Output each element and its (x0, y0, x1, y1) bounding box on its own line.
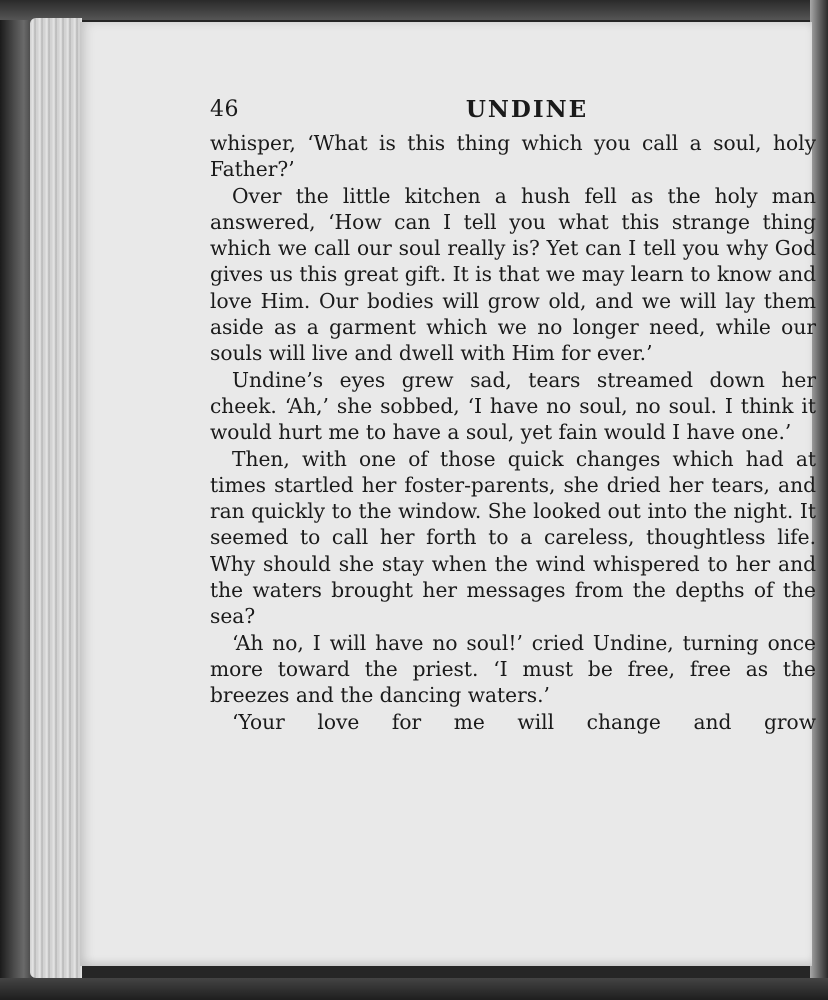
paragraph: Undine’s eyes grew sad, tears streamed down her cheek. ‘Ah,’ she sobbed, ‘I have no soul, no soul. I think it would hurt me to have a soul, yet fain would I have one.’ (210, 367, 816, 445)
book-binding (0, 0, 34, 1000)
bottom-cover-edge (0, 978, 828, 1000)
page-number: 46 (210, 97, 239, 122)
top-cover-edge (0, 0, 828, 20)
paragraph: Then, with one of those quick changes which had at times startled her foster-parents, she dried her tears, and ran quickly to the window. She looked out into the night. It seemed to call her forth to a careless, thoughtless life. Why should she stay when the wind whispered to her and the waters brought her messages from the depths of the sea? (210, 446, 816, 629)
book-page (80, 22, 816, 966)
running-title: UNDINE (465, 96, 589, 123)
paragraph: whisper, ‘What is this thing which you call a soul, holy Father?’ (210, 131, 816, 182)
paragraph: ‘Ah no, I will have no soul!’ cried Undine, turning once more toward the priest. ‘I must be free, free as the breezes and the dancing waters.’ (210, 630, 816, 708)
paragraph: ‘Your love for me will change and grow (232, 709, 816, 734)
paragraph: Over the little kitchen a hush fell as the holy man answered, ‘How can I tell you what this strange thing which we call our soul really is? Yet can I tell you why God gives us this great gift. It is that we may learn to know and love Him. Our bodies will grow old, and we will lay them aside as a garment which we no longer need, while our souls will live and dwell with Him for ever.’ (210, 183, 816, 366)
running-head (210, 90, 816, 130)
page-text-block (210, 90, 816, 735)
page-edges (30, 18, 82, 978)
